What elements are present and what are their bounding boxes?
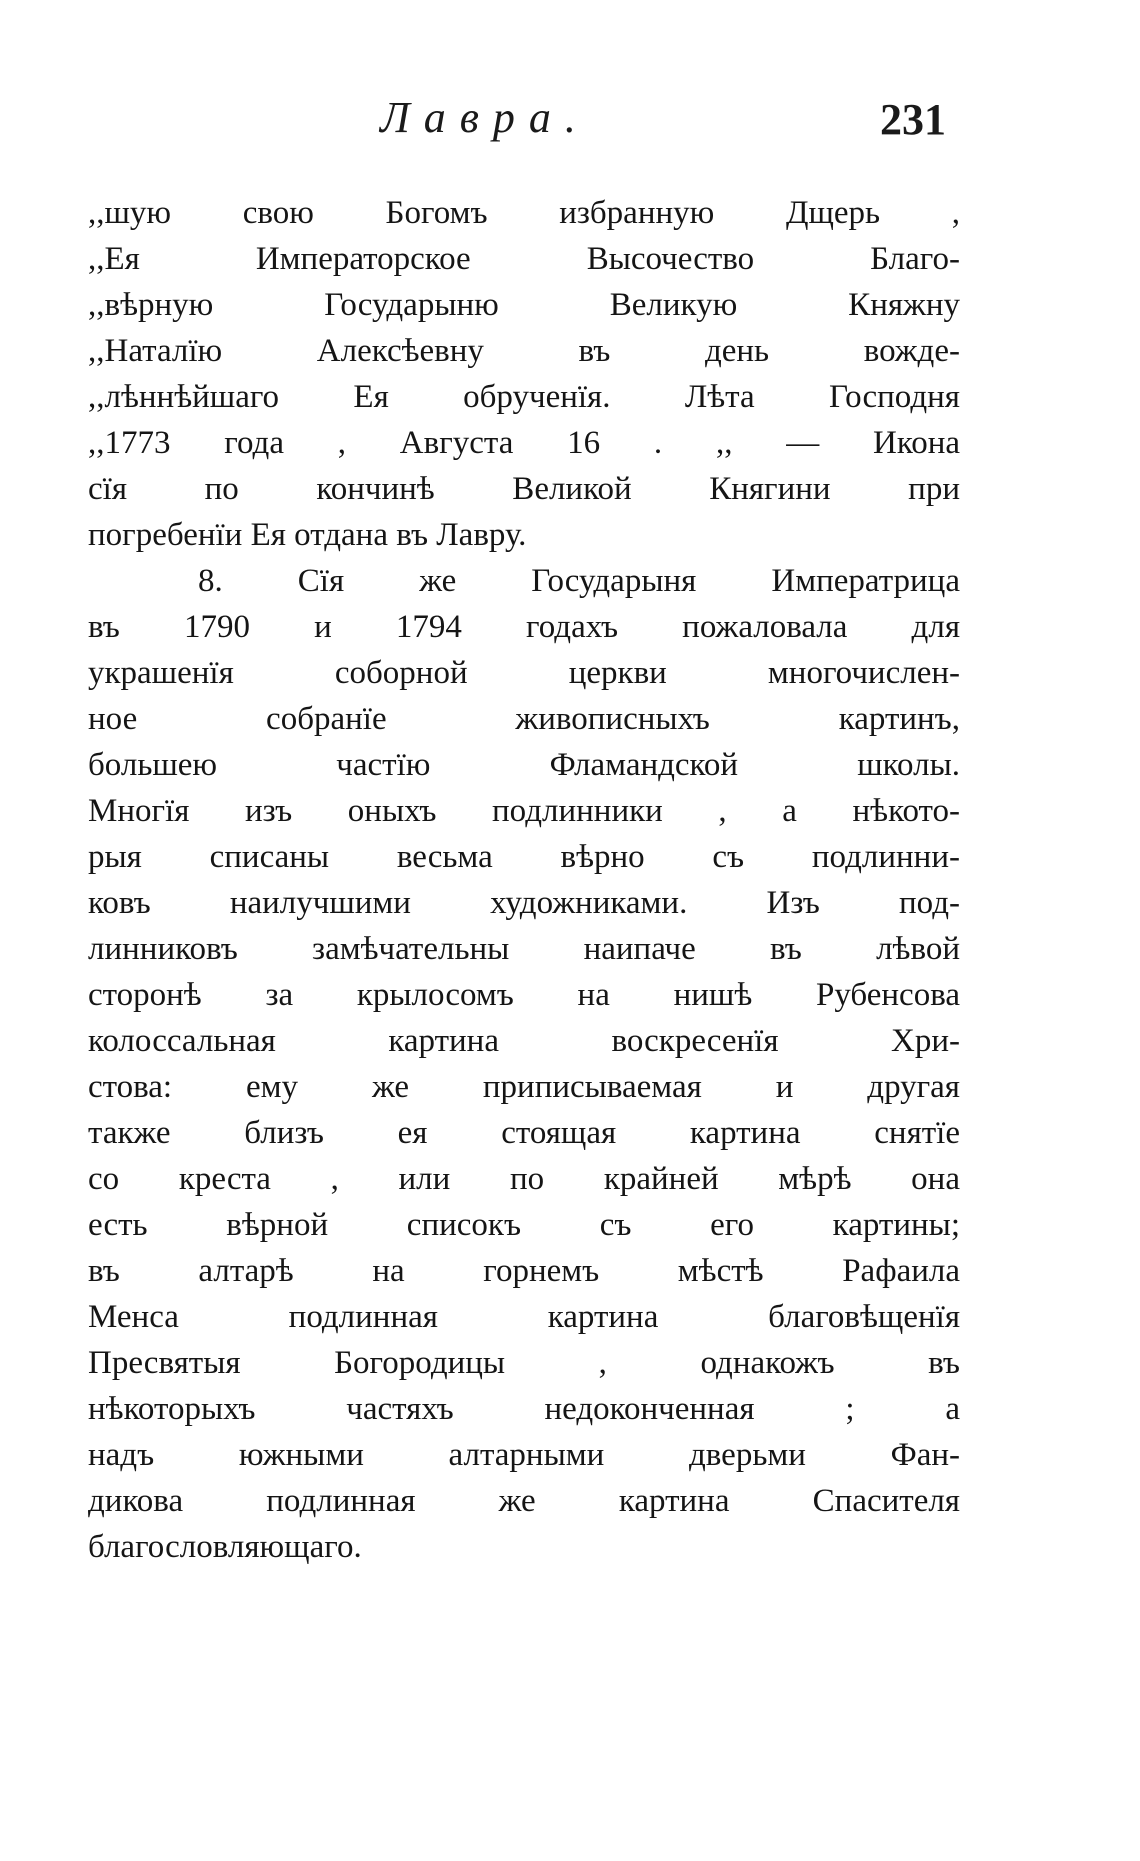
text-line: также близъ ея стоящая картина снятїе (88, 1115, 960, 1151)
page-number: 231 (880, 95, 946, 144)
text-line: ,,шую свою Богомъ избранную Дщерь , (88, 195, 960, 231)
body-text (88, 190, 960, 1570)
text-line: надъ южными алтарными дверьми Фан- (88, 1437, 960, 1473)
text-line: линниковъ замѣчательны наипаче въ лѣвой (88, 931, 960, 967)
text-line: Многїя изъ оныхъ подлинники , а нѣкото- (88, 793, 960, 829)
text-line: большею частїю Фламандской школы. (88, 747, 960, 783)
text-line: стова: ему же приписываемая и другая (88, 1069, 960, 1105)
text-line: ковъ наилучшими художниками. Изъ под- (88, 885, 960, 921)
text-line: погребенїи Ея отдана въ Лавру. (88, 517, 527, 553)
text-line: украшенїя соборной церкви многочислен- (88, 655, 960, 691)
text-line: ,,Ея Императорское Высочество Благо- (88, 241, 960, 277)
text-line: ,,Наталїю Алексѣевну въ день вожде- (88, 333, 960, 369)
text-line: со креста , или по крайней мѣрѣ она (88, 1161, 960, 1197)
text-line: Менса подлинная картина благовѣщенїя (88, 1299, 960, 1335)
paragraph-1 (88, 190, 960, 558)
text-line: благословляющаго. (88, 1529, 362, 1565)
text-line: есть вѣрной списокъ съ его картины; (88, 1207, 960, 1243)
text-line: сїя по кончинѣ Великой Княгини при (88, 471, 960, 507)
text-line: 8. Сїя же Государыня Императрица (198, 563, 960, 599)
text-line: въ алтарѣ на горнемъ мѣстѣ Рафаила (88, 1253, 960, 1289)
text-line: дикова подлинная же картина Спасителя (88, 1483, 960, 1519)
text-line: ное собранїе живописныхъ картинъ, (88, 701, 960, 737)
text-line: нѣкоторыхъ частяхъ недоконченная ; а (88, 1391, 960, 1427)
text-line: въ 1790 и 1794 годахъ пожаловала для (88, 609, 960, 645)
paragraph-2 (88, 558, 960, 1570)
text-line: колоссальная картина воскресенїя Хри- (88, 1023, 960, 1059)
running-title: Лавра. (380, 93, 590, 142)
text-line: ,,вѣрную Государыню Великую Княжну (88, 287, 960, 323)
text-line: ,,лѣннѣйшаго Ея обрученїя. Лѣта Господня (88, 379, 960, 415)
text-line: Пресвятыя Богородицы , однакожъ въ (88, 1345, 960, 1381)
text-line: сторонѣ за крылосомъ на нишѣ Рубенсова (88, 977, 960, 1013)
text-line: рыя списаны весьма вѣрно съ подлинни- (88, 839, 960, 875)
text-line: ,,1773 года , Августа 16 . ,, — Икона (88, 425, 960, 461)
